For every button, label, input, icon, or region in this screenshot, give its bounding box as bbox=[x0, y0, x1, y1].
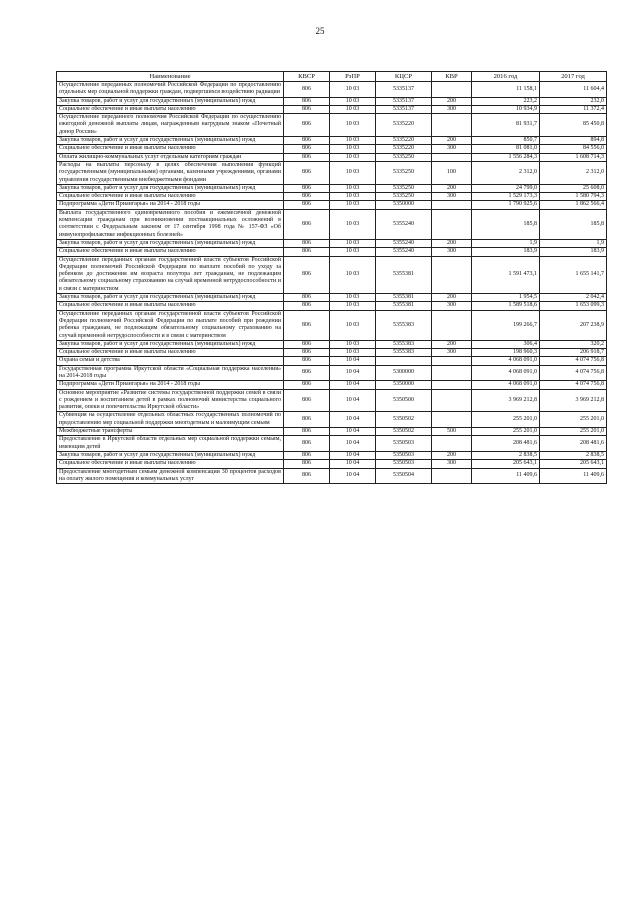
cell-kvr: 200 bbox=[432, 451, 472, 459]
cell-name: Социальное обеспечение и иные выплаты населению bbox=[57, 105, 284, 113]
cell-kvr bbox=[432, 365, 472, 381]
cell-name: Охрана семьи и детства bbox=[57, 357, 284, 365]
cell-2016: 306,4 bbox=[472, 340, 540, 348]
table-row bbox=[57, 340, 607, 348]
cell-2017: 183,9 bbox=[540, 248, 607, 256]
cell-kcsr: 5355240 bbox=[376, 209, 432, 239]
cell-name: Субвенция на осуществление отдельных областных государственных полномочий по предоставлению мер социальной поддержки многодетным и малоимущим семьям bbox=[57, 412, 284, 428]
cell-kvr: 200 bbox=[432, 294, 472, 302]
cell-kvr bbox=[432, 468, 472, 484]
table-row bbox=[57, 137, 607, 145]
cell-2017: 1 862 566,4 bbox=[540, 201, 607, 209]
cell-2016: 81 931,7 bbox=[472, 114, 540, 137]
cell-2017: 207 238,9 bbox=[540, 310, 607, 340]
table-row bbox=[57, 412, 607, 428]
header-name: Наименование bbox=[57, 72, 284, 82]
cell-2016: 255 201,0 bbox=[472, 412, 540, 428]
table-row bbox=[57, 239, 607, 247]
cell-kvr bbox=[432, 82, 472, 98]
cell-name: Социальное обеспечение и иные выплаты населению bbox=[57, 248, 284, 256]
header-kcsr: КЦСР bbox=[376, 72, 432, 82]
cell-kvsr: 806 bbox=[284, 294, 330, 302]
cell-name: Социальное обеспечение и иные выплаты населению bbox=[57, 302, 284, 310]
cell-name: Расходы на выплаты персоналу в целях обеспечения выполнения функций государственными (муниципальными) органами, казенными учреждениями, органами управления государственными внебюджетными фондами bbox=[57, 161, 284, 184]
cell-kvsr: 806 bbox=[284, 412, 330, 428]
cell-2017: 4 074 756,8 bbox=[540, 365, 607, 381]
cell-kvsr: 806 bbox=[284, 451, 330, 459]
cell-rzpr: 10 04 bbox=[330, 460, 376, 468]
cell-kvsr: 806 bbox=[284, 468, 330, 484]
table-row bbox=[57, 145, 607, 153]
cell-rzpr: 10 03 bbox=[330, 184, 376, 192]
table-row bbox=[57, 97, 607, 105]
cell-rzpr: 10 03 bbox=[330, 97, 376, 105]
cell-rzpr: 10 04 bbox=[330, 451, 376, 459]
cell-kvsr: 806 bbox=[284, 256, 330, 293]
cell-kvr: 200 bbox=[432, 137, 472, 145]
cell-kvr bbox=[432, 310, 472, 340]
header-kvsr: КВСР bbox=[284, 72, 330, 82]
cell-kvr: 300 bbox=[432, 349, 472, 357]
cell-kvr bbox=[432, 436, 472, 452]
cell-rzpr: 10 03 bbox=[330, 310, 376, 340]
table-row bbox=[57, 389, 607, 412]
cell-kcsr: 5335250 bbox=[376, 161, 432, 184]
cell-rzpr: 10 03 bbox=[330, 82, 376, 98]
cell-kvsr: 806 bbox=[284, 460, 330, 468]
table-row bbox=[57, 436, 607, 452]
cell-2017: 1 655 141,7 bbox=[540, 256, 607, 293]
cell-kcsr: 5335220 bbox=[376, 145, 432, 153]
cell-kvr: 300 bbox=[432, 302, 472, 310]
cell-kvr: 200 bbox=[432, 239, 472, 247]
table-row bbox=[57, 248, 607, 256]
cell-2016: 1 589 518,6 bbox=[472, 302, 540, 310]
cell-kcsr: 5335137 bbox=[376, 105, 432, 113]
cell-name: Закупка товаров, работ и услуг для государственных (муниципальных) нужд bbox=[57, 340, 284, 348]
cell-rzpr: 10 04 bbox=[330, 436, 376, 452]
cell-2016: 255 201,0 bbox=[472, 428, 540, 436]
cell-kvr bbox=[432, 381, 472, 389]
cell-kcsr: 5335250 bbox=[376, 193, 432, 201]
cell-2016: 3 969 212,8 bbox=[472, 389, 540, 412]
cell-name: Социальное обеспечение и иные выплаты населению bbox=[57, 460, 284, 468]
cell-kvr bbox=[432, 209, 472, 239]
cell-2017: 208 481,6 bbox=[540, 436, 607, 452]
cell-rzpr: 10 04 bbox=[330, 389, 376, 412]
cell-2016: 2 838,5 bbox=[472, 451, 540, 459]
cell-2016: 10 934,9 bbox=[472, 105, 540, 113]
cell-kvsr: 806 bbox=[284, 201, 330, 209]
cell-rzpr: 10 04 bbox=[330, 412, 376, 428]
cell-kvsr: 806 bbox=[284, 209, 330, 239]
cell-kvsr: 806 bbox=[284, 381, 330, 389]
cell-kvr: 100 bbox=[432, 161, 472, 184]
cell-name: Основное мероприятие «Развитие системы государственной поддержки семей в связи с рождением и воспитанием детей в рамках полномочий министерства социального развития, опеки и попечительства Иркутской области» bbox=[57, 389, 284, 412]
cell-2016: 205 643,1 bbox=[472, 460, 540, 468]
cell-rzpr: 10 04 bbox=[330, 468, 376, 484]
cell-name: Закупка товаров, работ и услуг для государственных (муниципальных) нужд bbox=[57, 294, 284, 302]
cell-2017: 1 580 794,3 bbox=[540, 193, 607, 201]
table-row bbox=[57, 193, 607, 201]
cell-2016: 2 312,0 bbox=[472, 161, 540, 184]
cell-rzpr: 10 03 bbox=[330, 209, 376, 239]
cell-2017: 2 312,0 bbox=[540, 161, 607, 184]
cell-name: Межбюджетные трансферты bbox=[57, 428, 284, 436]
cell-kcsr: 5350503 bbox=[376, 436, 432, 452]
cell-name: Социальное обеспечение и иные выплаты населению bbox=[57, 193, 284, 201]
table-row bbox=[57, 365, 607, 381]
cell-2017: 185,8 bbox=[540, 209, 607, 239]
table-row bbox=[57, 357, 607, 365]
cell-kcsr: 5335250 bbox=[376, 184, 432, 192]
cell-2017: 255 201,0 bbox=[540, 428, 607, 436]
table-row bbox=[57, 153, 607, 161]
cell-kvr bbox=[432, 256, 472, 293]
cell-2016: 1 790 925,6 bbox=[472, 201, 540, 209]
cell-2017: 25 608,0 bbox=[540, 184, 607, 192]
cell-2017: 85 450,8 bbox=[540, 114, 607, 137]
cell-kcsr: 5355381 bbox=[376, 294, 432, 302]
cell-kcsr: 5350000 bbox=[376, 381, 432, 389]
budget-table bbox=[56, 71, 607, 484]
cell-2016: 4 068 091,0 bbox=[472, 365, 540, 381]
cell-rzpr: 10 04 bbox=[330, 357, 376, 365]
cell-rzpr: 10 04 bbox=[330, 365, 376, 381]
cell-2017: 2 838,5 bbox=[540, 451, 607, 459]
cell-rzpr: 10 03 bbox=[330, 145, 376, 153]
cell-kcsr: 5355383 bbox=[376, 340, 432, 348]
cell-rzpr: 10 03 bbox=[330, 105, 376, 113]
cell-2016: 1 591 473,1 bbox=[472, 256, 540, 293]
cell-kvr: 300 bbox=[432, 145, 472, 153]
cell-kvsr: 806 bbox=[284, 114, 330, 137]
cell-2017: 2 042,4 bbox=[540, 294, 607, 302]
cell-kvsr: 806 bbox=[284, 137, 330, 145]
cell-kcsr: 5350502 bbox=[376, 428, 432, 436]
cell-kcsr: 5350504 bbox=[376, 468, 432, 484]
cell-name: Социальное обеспечение и иные выплаты населению bbox=[57, 349, 284, 357]
cell-rzpr: 10 04 bbox=[330, 428, 376, 436]
table-row bbox=[57, 209, 607, 239]
cell-2016: 223,2 bbox=[472, 97, 540, 105]
cell-kcsr: 5355240 bbox=[376, 248, 432, 256]
cell-kvsr: 806 bbox=[284, 340, 330, 348]
table-row bbox=[57, 114, 607, 137]
cell-kvr: 200 bbox=[432, 340, 472, 348]
header-rzpr: РзПР bbox=[330, 72, 376, 82]
cell-kcsr: 5335250 bbox=[376, 153, 432, 161]
cell-rzpr: 10 03 bbox=[330, 153, 376, 161]
cell-2016: 199 266,7 bbox=[472, 310, 540, 340]
cell-rzpr: 10 03 bbox=[330, 161, 376, 184]
cell-2016: 11 158,1 bbox=[472, 82, 540, 98]
cell-kvsr: 806 bbox=[284, 389, 330, 412]
table-row bbox=[57, 161, 607, 184]
cell-name: Социальное обеспечение и иные выплаты населению bbox=[57, 145, 284, 153]
cell-kvsr: 806 bbox=[284, 310, 330, 340]
cell-kcsr: 5355381 bbox=[376, 302, 432, 310]
cell-name: Предоставление в Иркутской области отдельных мер социальной поддержки семьям, имеющим детей bbox=[57, 436, 284, 452]
cell-2016: 198 960,3 bbox=[472, 349, 540, 357]
table-header-row bbox=[57, 72, 607, 82]
cell-kvr: 300 bbox=[432, 248, 472, 256]
cell-kcsr: 5300000 bbox=[376, 365, 432, 381]
page-number: 25 bbox=[315, 26, 325, 36]
cell-2017: 1 608 714,3 bbox=[540, 153, 607, 161]
cell-2017: 232,0 bbox=[540, 97, 607, 105]
cell-kcsr: 5355383 bbox=[376, 310, 432, 340]
header-2016: 2016 год bbox=[472, 72, 540, 82]
cell-kvr bbox=[432, 114, 472, 137]
cell-2016: 1 954,5 bbox=[472, 294, 540, 302]
cell-rzpr: 10 03 bbox=[330, 248, 376, 256]
cell-name: Осуществление переданных органам государственной власти субъектов Российской Федерации полномочий Российской Федерации по выплате пособий при рождении ребенка гражданам, не подлежащим обязательному социальному страхованию на случай временной нетрудоспособности и в связи с материнством bbox=[57, 310, 284, 340]
cell-kvr bbox=[432, 201, 472, 209]
cell-kvsr: 806 bbox=[284, 97, 330, 105]
cell-2016: 11 409,6 bbox=[472, 468, 540, 484]
table-row bbox=[57, 460, 607, 468]
cell-name: Предоставление многодетным семьям денежной компенсации 30 процентов расходов на оплату жилого помещения и коммунальных услуг bbox=[57, 468, 284, 484]
cell-kvsr: 806 bbox=[284, 193, 330, 201]
header-2017: 2017 год bbox=[540, 72, 607, 82]
table-row bbox=[57, 294, 607, 302]
cell-kvr: 300 bbox=[432, 105, 472, 113]
header-kvr: КВР bbox=[432, 72, 472, 82]
cell-rzpr: 10 03 bbox=[330, 137, 376, 145]
cell-kvsr: 806 bbox=[284, 302, 330, 310]
cell-rzpr: 10 03 bbox=[330, 239, 376, 247]
cell-2017: 206 918,7 bbox=[540, 349, 607, 357]
table-row bbox=[57, 302, 607, 310]
cell-rzpr: 10 03 bbox=[330, 193, 376, 201]
cell-kvr: 200 bbox=[432, 184, 472, 192]
cell-rzpr: 10 03 bbox=[330, 340, 376, 348]
cell-2017: 11 409,6 bbox=[540, 468, 607, 484]
cell-name: Закупка товаров, работ и услуг для государственных (муниципальных) нужд bbox=[57, 451, 284, 459]
cell-rzpr: 10 04 bbox=[330, 381, 376, 389]
cell-kcsr: 5335220 bbox=[376, 114, 432, 137]
cell-2016: 81 081,0 bbox=[472, 145, 540, 153]
cell-2016: 208 481,6 bbox=[472, 436, 540, 452]
cell-name: Выплата государственного единовременного пособия и ежемесячной денежной компенсации гражданам при возникновении поствакцинальных осложнений в соответствии с Федеральным законом от 17 сентября 1998 года № 157-ФЗ «Об иммунопрофилактике инфекционных болезней» bbox=[57, 209, 284, 239]
table-row bbox=[57, 451, 607, 459]
cell-2017: 84 556,0 bbox=[540, 145, 607, 153]
cell-kvsr: 806 bbox=[284, 428, 330, 436]
cell-kvsr: 806 bbox=[284, 161, 330, 184]
cell-kvsr: 806 bbox=[284, 105, 330, 113]
cell-2016: 185,8 bbox=[472, 209, 540, 239]
cell-kcsr: 5335137 bbox=[376, 97, 432, 105]
cell-2017: 205 643,1 bbox=[540, 460, 607, 468]
cell-kvsr: 806 bbox=[284, 82, 330, 98]
cell-2017: 11 372,4 bbox=[540, 105, 607, 113]
cell-2016: 4 068 091,0 bbox=[472, 381, 540, 389]
table-row bbox=[57, 381, 607, 389]
table-row bbox=[57, 201, 607, 209]
cell-rzpr: 10 03 bbox=[330, 201, 376, 209]
table-row bbox=[57, 105, 607, 113]
cell-rzpr: 10 03 bbox=[330, 114, 376, 137]
cell-kvr bbox=[432, 153, 472, 161]
cell-name: Закупка товаров, работ и услуг для государственных (муниципальных) нужд bbox=[57, 239, 284, 247]
cell-rzpr: 10 03 bbox=[330, 294, 376, 302]
cell-2017: 894,8 bbox=[540, 137, 607, 145]
cell-name: Закупка товаров, работ и услуг для государственных (муниципальных) нужд bbox=[57, 184, 284, 192]
table-row bbox=[57, 184, 607, 192]
cell-2017: 4 074 756,8 bbox=[540, 381, 607, 389]
cell-kvr: 500 bbox=[432, 428, 472, 436]
cell-rzpr: 10 03 bbox=[330, 349, 376, 357]
cell-kvsr: 806 bbox=[284, 145, 330, 153]
cell-name: Осуществление переданных органам государственной власти субъектов Российской Федерации полномочий Российской Федерации по выплате пособий по уходу за ребенком до достижения им возраста полутора лет гражданам, не подлежащим обязательному социальному страхованию на случай временной нетрудоспособности и в связи с материнством bbox=[57, 256, 284, 293]
table-row bbox=[57, 310, 607, 340]
cell-kcsr: 5355240 bbox=[376, 239, 432, 247]
cell-2017: 11 604,4 bbox=[540, 82, 607, 98]
cell-kcsr: 5350500 bbox=[376, 389, 432, 412]
cell-kvsr: 806 bbox=[284, 248, 330, 256]
cell-name: Подпрограмма «Дети Приангарья» на 2014 - 2018 годы bbox=[57, 381, 284, 389]
cell-kcsr bbox=[376, 357, 432, 365]
cell-kvsr: 806 bbox=[284, 365, 330, 381]
cell-2017: 1 653 099,3 bbox=[540, 302, 607, 310]
cell-2016: 850,7 bbox=[472, 137, 540, 145]
cell-name: Оплата жилищно-коммунальных услуг отдельным категориям граждан bbox=[57, 153, 284, 161]
cell-kvsr: 806 bbox=[284, 184, 330, 192]
cell-kcsr: 5335220 bbox=[376, 137, 432, 145]
cell-kcsr: 5355383 bbox=[376, 349, 432, 357]
cell-kvsr: 806 bbox=[284, 349, 330, 357]
cell-kcsr: 5350502 bbox=[376, 412, 432, 428]
cell-name: Государственная программа Иркутской области «Социальная поддержка населения» на 2014-2018 годы bbox=[57, 365, 284, 381]
cell-kcsr: 5350503 bbox=[376, 451, 432, 459]
cell-2017: 1,9 bbox=[540, 239, 607, 247]
cell-kvr: 300 bbox=[432, 460, 472, 468]
cell-2016: 1,9 bbox=[472, 239, 540, 247]
cell-name: Подпрограмма «Дети Приангарья» на 2014 - 2018 годы bbox=[57, 201, 284, 209]
cell-kvr: 300 bbox=[432, 193, 472, 201]
cell-kvr bbox=[432, 357, 472, 365]
cell-kvr: 200 bbox=[432, 97, 472, 105]
cell-2016: 183,9 bbox=[472, 248, 540, 256]
cell-kcsr: 5350503 bbox=[376, 460, 432, 468]
cell-kvr bbox=[432, 389, 472, 412]
cell-rzpr: 10 03 bbox=[330, 302, 376, 310]
cell-2017: 4 074 756,8 bbox=[540, 357, 607, 365]
table-row bbox=[57, 82, 607, 98]
table-row bbox=[57, 428, 607, 436]
cell-kcsr: 5355381 bbox=[376, 256, 432, 293]
table-row bbox=[57, 256, 607, 293]
cell-2016: 1 529 173,3 bbox=[472, 193, 540, 201]
cell-name: Осуществление переданного полномочия Российской Федерации по осуществлению ежегодной денежной выплаты лицам, награжденным нагрудным знаком «Почетный донор России» bbox=[57, 114, 284, 137]
cell-name: Закупка товаров, работ и услуг для государственных (муниципальных) нужд bbox=[57, 97, 284, 105]
cell-kvsr: 806 bbox=[284, 357, 330, 365]
cell-kvsr: 806 bbox=[284, 153, 330, 161]
cell-2017: 320,2 bbox=[540, 340, 607, 348]
cell-rzpr: 10 03 bbox=[330, 256, 376, 293]
cell-2016: 1 556 284,3 bbox=[472, 153, 540, 161]
cell-kvsr: 806 bbox=[284, 436, 330, 452]
cell-kcsr: 5350000 bbox=[376, 201, 432, 209]
cell-2017: 255 201,0 bbox=[540, 412, 607, 428]
cell-kcsr: 5335137 bbox=[376, 82, 432, 98]
cell-2016: 4 068 091,0 bbox=[472, 357, 540, 365]
cell-2017: 3 969 212,8 bbox=[540, 389, 607, 412]
cell-name: Закупка товаров, работ и услуг для государственных (муниципальных) нужд bbox=[57, 137, 284, 145]
cell-2016: 24 799,0 bbox=[472, 184, 540, 192]
table-row bbox=[57, 468, 607, 484]
cell-name: Осуществление переданных полномочий Российской Федерации по предоставлению отдельных мер социальной поддержки граждан, подвергшихся воздействию радиации bbox=[57, 82, 284, 98]
cell-kvsr: 806 bbox=[284, 239, 330, 247]
cell-kvr bbox=[432, 412, 472, 428]
table-row bbox=[57, 349, 607, 357]
